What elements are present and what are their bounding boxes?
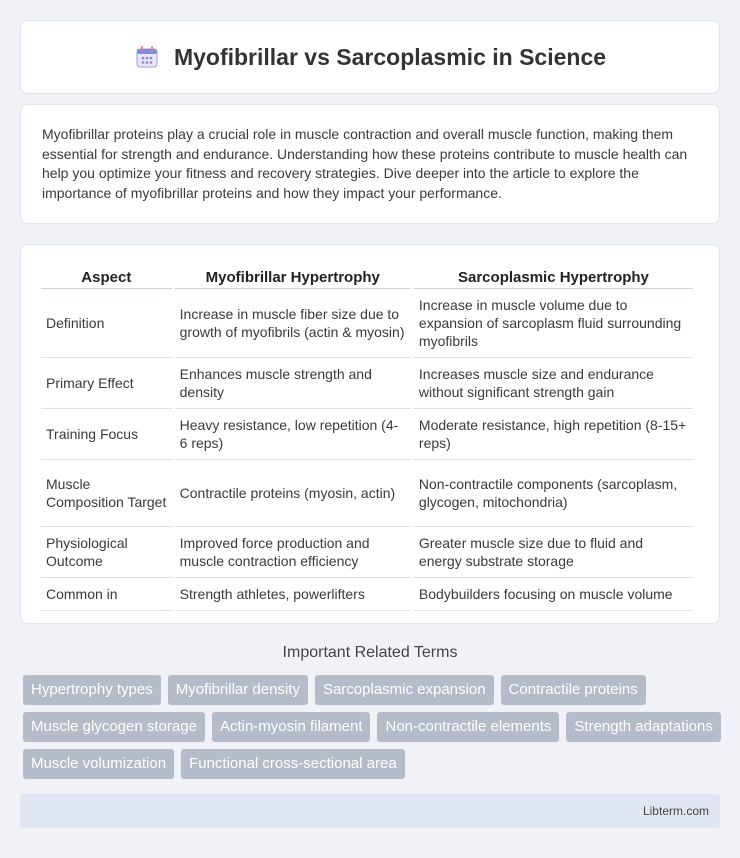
related-term-tag[interactable]: Muscle volumization [23,749,174,779]
intro-card [20,104,720,224]
table-cell: Physiological Outcome [41,527,172,578]
table-row [41,460,693,527]
table-cell: Improved force production and muscle contraction efficiency [175,527,411,578]
related-term-tag[interactable]: Hypertrophy types [23,675,161,705]
related-term-tag[interactable]: Contractile proteins [501,675,646,705]
related-term-tag[interactable]: Sarcoplasmic expansion [315,675,494,705]
table-cell: Bodybuilders focusing on muscle volume [414,578,693,611]
related-term-tag[interactable]: Actin-myosin filament [212,712,371,742]
table-header-row [41,263,693,289]
comparison-card [20,244,720,624]
column-header: Sarcoplasmic Hypertrophy [414,263,693,289]
related-term-tag[interactable]: Non-contractile elements [377,712,559,742]
table-cell: Increase in muscle volume due to expansion of sarcoplasm fluid surrounding myofibrils [414,289,693,358]
column-header: Myofibrillar Hypertrophy [175,263,411,289]
related-terms-title: Important Related Terms [282,644,458,661]
related-term-tag[interactable]: Strength adaptations [566,712,720,742]
table-row [41,409,693,460]
intro-text: Myofibrillar proteins play a crucial role in muscle contraction and overall muscle function, making them essential for strength and endurance. Understanding how these proteins contribute to muscle health can help you optimize your fitness and recovery strategies. Dive deeper into the article to explore the importance of myofibrillar proteins and how they impact your performance. [42,126,688,201]
footer [20,794,720,828]
table-cell: Increase in muscle fiber size due to growth of myofibrils (actin & myosin) [175,289,411,358]
column-header: Aspect [41,263,172,289]
table-row [41,289,693,358]
table-cell: Common in [41,578,172,611]
table-cell: Primary Effect [41,358,172,409]
table-row [41,578,693,611]
page-title: Myofibrillar vs Sarcoplasmic in Science [173,43,607,70]
related-term-tag[interactable]: Muscle glycogen storage [23,712,205,742]
table-row [41,358,693,409]
comparison-table [38,263,696,611]
table-cell: Heavy resistance, low repetition (4-6 reps) [175,409,411,460]
table-cell: Increases muscle size and endurance without significant strength gain [414,358,693,409]
table-cell: Definition [41,289,172,358]
table-cell: Enhances muscle strength and density [175,358,411,409]
table-cell: Contractile proteins (myosin, actin) [175,460,411,527]
header-card [20,20,720,94]
table-row [41,527,693,578]
related-terms-list [23,675,723,779]
table-cell: Training Focus [41,409,172,460]
table-cell: Muscle Composition Target [41,460,172,527]
table-cell: Greater muscle size due to fluid and energy substrate storage [414,527,693,578]
table-cell: Non-contractile components (sarcoplasm, glycogen, mitochondria) [414,460,693,527]
calendar-icon [134,44,160,70]
table-cell: Strength athletes, powerlifters [175,578,411,611]
footer-site-link[interactable]: Libterm.com [642,804,709,818]
related-term-tag[interactable]: Myofibrillar density [168,675,308,705]
related-term-tag[interactable]: Functional cross-sectional area [181,749,405,779]
table-cell: Moderate resistance, high repetition (8-15+ reps) [414,409,693,460]
